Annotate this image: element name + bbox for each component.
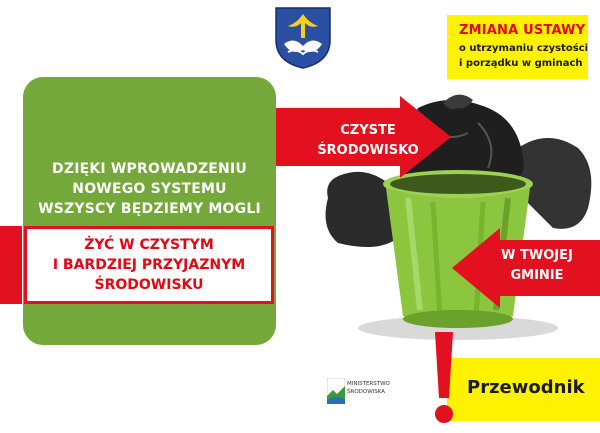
green-line-2: NOWEGO SYSTEMU [72, 181, 227, 197]
law-change-box [447, 15, 588, 79]
arrow-right-line-2: ŚRODOWISKO [317, 143, 419, 158]
slogan-line-2: I BARDZIEJ PRZYJAZNYM [52, 257, 246, 273]
ministry-name-line2: ŚRODOWISKA [347, 389, 386, 395]
ministry-logo-icon [327, 378, 345, 404]
red-band-left [0, 226, 22, 304]
green-info-panel [23, 77, 276, 345]
slogan-inner [27, 229, 271, 301]
exclamation-icon [432, 332, 456, 427]
green-panel-text [23, 159, 276, 219]
law-subtitle-line1: o utrzymaniu czystości [459, 43, 589, 54]
slogan-line-3: ŚRODOWISKU [94, 277, 204, 293]
arrow-right-label [308, 121, 428, 161]
law-subtitle-line2: i porządku w gminach [459, 58, 583, 69]
slogan-text [27, 235, 271, 295]
slogan-box [24, 226, 274, 304]
arrow-left-line-2: GMINIE [510, 268, 564, 283]
arrow-left-label [478, 246, 596, 286]
green-line-1: DZIĘKI WPROWADZENIU [52, 161, 247, 177]
arrow-right-line-1: CZYSTE [340, 123, 396, 138]
coat-of-arms-icon [274, 6, 332, 70]
green-line-3: WSZYSCY BĘDZIEMY MOGLI [38, 201, 261, 217]
arrow-left-line-1: W TWOJEJ [501, 248, 573, 263]
guide-label: Przewodnik [467, 377, 585, 398]
guide-box [447, 358, 600, 421]
ministry-logo [327, 378, 397, 406]
ministry-name-line1: MINISTERSTWO [347, 381, 390, 387]
law-title: ZMIANA USTAWY [459, 23, 586, 38]
slogan-line-1: ŻYĆ W CZYSTYM [84, 237, 214, 253]
